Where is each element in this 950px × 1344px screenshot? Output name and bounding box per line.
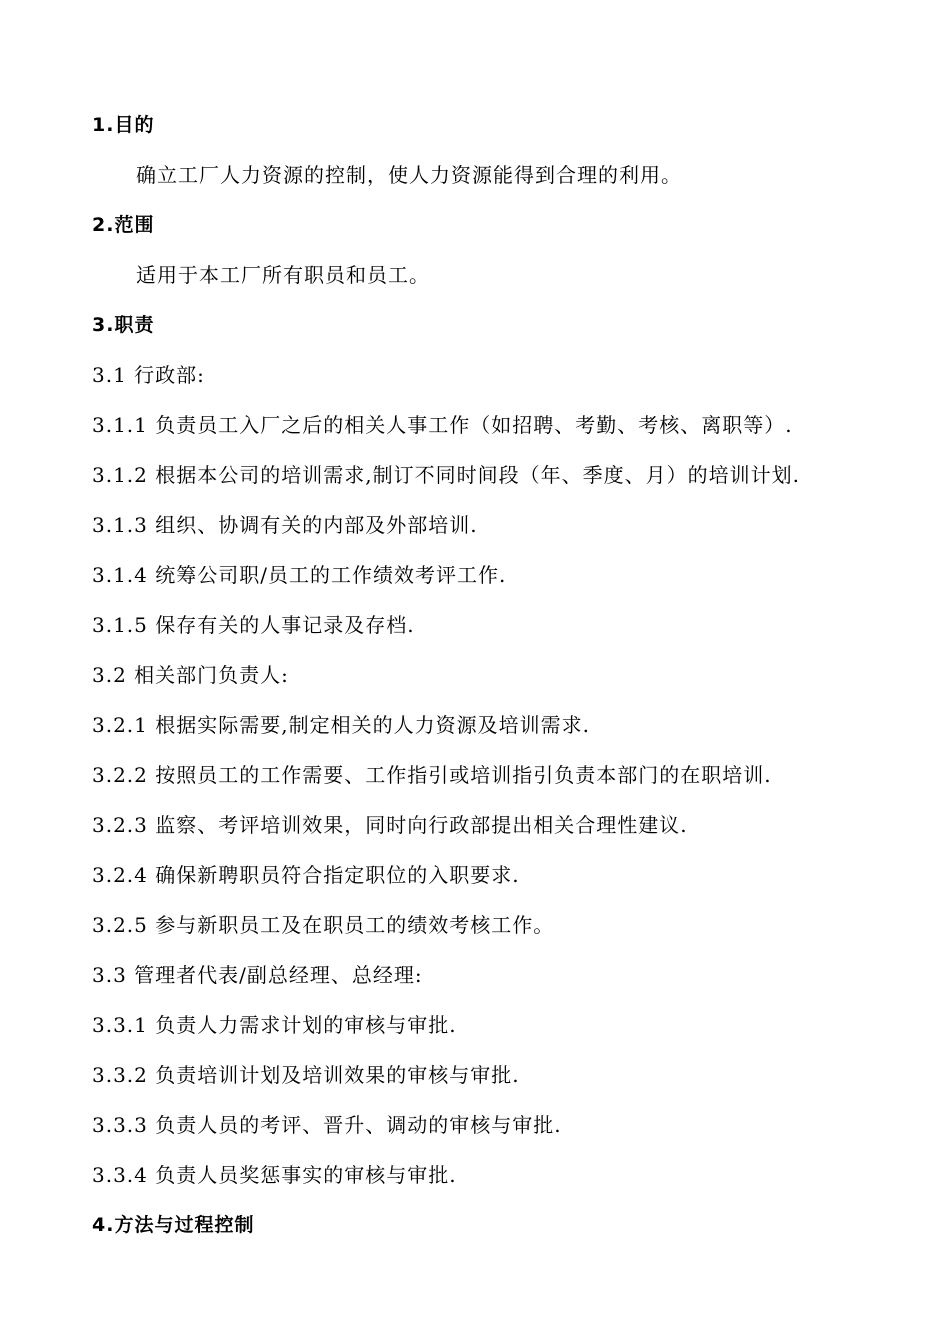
clause-3-3-4: 3.3.4 负责人员奖惩事实的审核与审批.: [92, 1163, 457, 1187]
clause-3-1-5: 3.1.5 保存有关的人事记录及存档.: [92, 613, 415, 637]
subsection-management: 3.3 管理者代表/副总经理、总经理:: [92, 963, 423, 987]
subsection-admin: 3.1 行政部:: [92, 363, 205, 387]
clause-3-3-2: 3.3.2 负责培训计划及培训效果的审核与审批.: [92, 1063, 520, 1087]
clause-3-2-4: 3.2.4 确保新聘职员符合指定职位的入职要求.: [92, 863, 520, 887]
clause-3-2-5: 3.2.5 参与新职员工及在职员工的绩效考核工作。: [92, 913, 555, 937]
section-heading-purpose: 1.目的: [92, 114, 155, 136]
clause-3-1-2: 3.1.2 根据本公司的培训需求,制订不同时间段（年、季度、月）的培训计划.: [92, 463, 800, 487]
section-heading-scope: 2.范围: [92, 214, 155, 236]
clause-3-1-1: 3.1.1 负责员工入厂之后的相关人事工作（如招聘、考勤、考核、离职等）.: [92, 413, 793, 437]
clause-3-3-3: 3.3.3 负责人员的考评、晋升、调动的审核与审批.: [92, 1113, 562, 1137]
clause-3-2-2: 3.2.2 按照员工的工作需要、工作指引或培训指引负责本部门的在职培训.: [92, 763, 772, 787]
clause-3-2-3: 3.2.3 监察、考评培训效果，同时向行政部提出相关合理性建议.: [92, 813, 688, 837]
clause-3-3-1: 3.3.1 负责人力需求计划的审核与审批.: [92, 1013, 457, 1037]
scope-text: 适用于本工厂所有职员和员工。: [136, 263, 430, 287]
section-heading-methods: 4.方法与过程控制: [92, 1214, 255, 1236]
clause-3-1-4: 3.1.4 统筹公司职/员工的工作绩效考评工作.: [92, 563, 507, 587]
purpose-text: 确立工厂人力资源的控制，使人力资源能得到合理的利用。: [136, 163, 682, 187]
subsection-department-heads: 3.2 相关部门负责人:: [92, 663, 289, 687]
section-heading-responsibilities: 3.职责: [92, 314, 155, 336]
clause-3-2-1: 3.2.1 根据实际需要,制定相关的人力资源及培训需求.: [92, 713, 590, 737]
clause-3-1-3: 3.1.3 组织、协调有关的内部及外部培训.: [92, 513, 478, 537]
